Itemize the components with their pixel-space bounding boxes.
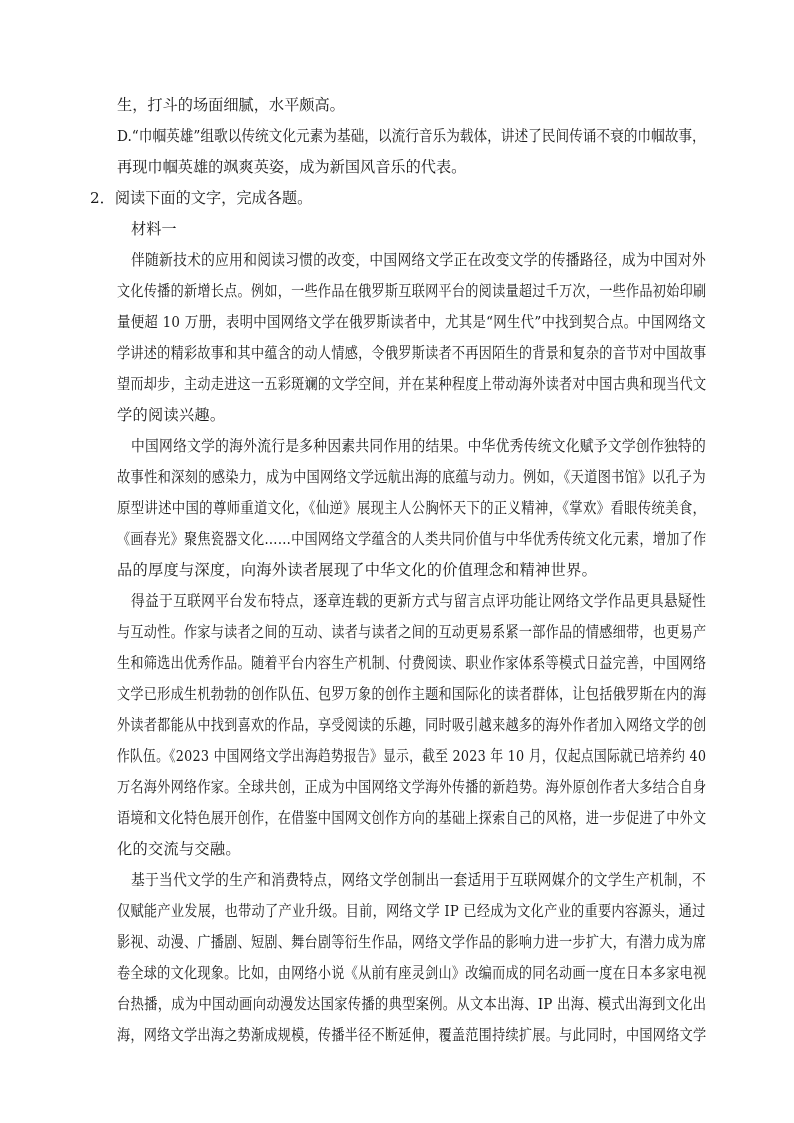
- paragraph-line: 品的厚度与深度，向海外读者展现了中华文化的价值理念和精神世界。: [117, 561, 598, 579]
- paragraph-line: 伴随新技术的应用和阅读习惯的改变，中国网络文学正在改变文学的传播路径，成为中国对外: [131, 251, 706, 269]
- paragraph-line: 基于当代文学的生产和消费特点，网络文学创制出一套适用于互联网媒介的文学生产机制，不: [131, 871, 706, 889]
- option-d-line: D.“巾帼英雄”组歌以传统文化元素为基础，以流行音乐为载体，讲述了民间传诵不衰的巾帼故事，: [117, 127, 706, 145]
- paragraph-line: 文学已形成生机勃勃的创作队伍、包罗万象的创作主题和国际化的读者群体，让包括俄罗斯在内的海: [117, 685, 707, 703]
- paragraph-line: 化的交流与交融。: [117, 840, 241, 858]
- paragraph-line: 学的阅读兴趣。: [117, 406, 226, 424]
- question-prompt: 2．阅读下面的文字，完成各题。: [90, 189, 313, 207]
- paragraph-line: 影视、动漫、广播剧、短剧、舞台剧等衍生作品，网络文学作品的影响力进一步扩大，有潜力成为席: [117, 933, 707, 951]
- paragraph-line: 学讲述的精彩故事和其中蕴含的动人情感，令俄罗斯读者不再因陌生的背景和复杂的音节对中国故事: [117, 344, 707, 362]
- paragraph-line: 原型讲述中国的尊师重道文化，《仙逆》展现主人公胸怀天下的正义精神，《掌欢》看眼传统美食，: [117, 499, 707, 517]
- paragraph-line: 故事性和深刻的感染力，成为中国网络文学远航出海的底蕴与动力。例如，《天道图书馆》以孔子为: [117, 468, 706, 486]
- paragraph-line: 外读者都能从中找到喜欢的作品，享受阅读的乐趣，同时吸引越来越多的海外作者加入网络文学的创: [117, 716, 707, 734]
- paragraph-line: 望而却步，主动走进这一五彩斑斓的文学空间，并在某种程度上带动海外读者对中国古典和现当代文: [117, 375, 707, 393]
- option-d-line: 再现巾帼英雄的飒爽英姿，成为新国风音乐的代表。: [117, 158, 467, 176]
- paragraph-line: 生和筛选出优秀作品。随着平台内容生产机制、付费阅读、职业作家体系等模式日益完善，中国网络: [117, 654, 707, 672]
- paragraph-line: 语境和文化特色展开创作，在借鉴中国网文创作方向的基础上探索自己的风格，进一步促进了中外文: [117, 809, 707, 827]
- paragraph-line: 万名海外网络作家。全球共创，正成为中国网络文学海外传播的新趋势。海外原创作者大多结合自身: [117, 778, 707, 796]
- paragraph-line: 卷全球的文化现象。比如，由网络小说《从前有座灵剑山》改编而成的同名动画一度在日本多家电视: [117, 964, 707, 982]
- paragraph-line: 仅赋能产业发展，也带动了产业升级。目前，网络文学 IP 已经成为文化产业的重要内容源头，通过: [117, 902, 706, 920]
- paragraph-line: 与互动性。作家与读者之间的互动、读者与读者之间的互动更易系紧一部作品的情感细带，也更易产: [117, 623, 707, 641]
- paragraph-line: 中国网络文学的海外流行是多种因素共同作用的结果。中华优秀传统文化赋予文学创作独特的: [131, 437, 706, 455]
- paragraph-line: 海，网络文学出海之势渐成规模，传播半径不断延伸，覆盖范围持续扩展。与此同时，中国网络文学: [117, 1026, 707, 1044]
- paragraph-line: 文化传播的新增长点。例如，一些作品在俄罗斯互联网平台的阅读量超过千万次，一些作品初始印刷: [117, 282, 707, 300]
- paragraph-line: 《画春光》聚焦瓷器文化……中国网络文学蕴含的人类共同价值与中华优秀传统文化元素，增加了作: [117, 530, 707, 548]
- material-label: 材料一: [131, 220, 177, 238]
- paragraph-line: 量便超 10 万册，表明中国网络文学在俄罗斯读者中，尤其是“网生代”中找到契合点。中国网络文: [117, 313, 706, 331]
- paragraph-line: 得益于互联网平台发布特点，逐章连载的更新方式与留言点评功能让网络文学作品更具悬疑性: [131, 592, 706, 610]
- paragraph-line: 作队伍。《2023 中国网络文学出海趋势报告》显示，截至 2023 年 10 月，仅起点国际就已培养约 40: [117, 747, 707, 765]
- fragment-line: 生，打斗的场面细腻，水平颇高。: [117, 96, 345, 114]
- paragraph-line: 台热播，成为中国动画向动漫发达国家传播的典型案例。从文本出海、IP 出海、模式出海到文化出: [117, 995, 707, 1013]
